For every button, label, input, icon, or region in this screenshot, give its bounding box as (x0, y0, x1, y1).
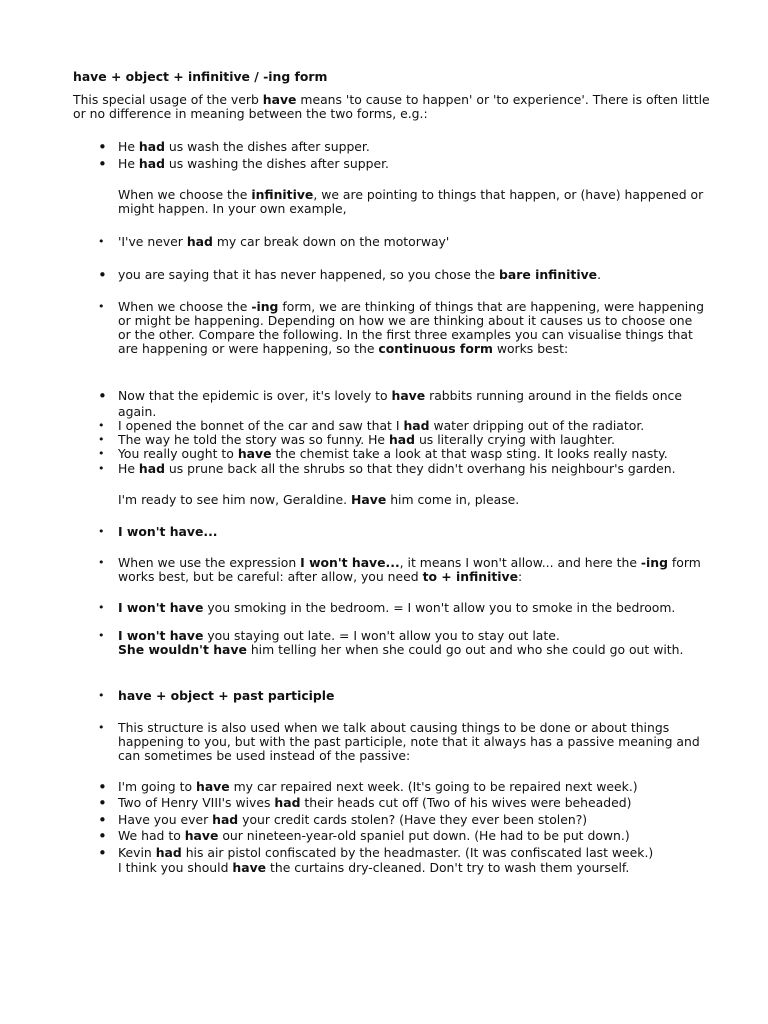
bold-text: I won't have (118, 600, 204, 615)
list-item (98, 266, 708, 284)
text-run: You really ought to (118, 446, 238, 461)
text-run: I'm ready to see him now, Geraldine. (118, 492, 352, 507)
text-run: This structure is also used when we talk about causing things to be done or about things happening to you, but with the past participle, note that it always has a passive meaning and can sometimes be used instead of the passive: (118, 720, 700, 763)
text-run: his air pistol confiscated by the headmaster. (It was confiscated last week.) (181, 845, 654, 860)
bold-text: infinitive (251, 187, 314, 202)
list-item (98, 461, 708, 477)
bold-text: to + infinitive (422, 569, 518, 584)
bullet-icon: • (98, 387, 107, 405)
list-item (98, 811, 708, 829)
bold-text: Have (351, 492, 387, 507)
bullet-icon: • (98, 433, 105, 446)
list-item (98, 418, 708, 433)
text-run: , we are pointing to things that happen, or (have) happened or might happen. In your own example, (118, 187, 704, 216)
text-run: . (597, 267, 602, 282)
bold-text: have (184, 828, 219, 843)
text-run: When we use the expression (118, 555, 301, 570)
text-run: us washing the dishes after supper. (164, 156, 389, 171)
text-run: form, we are thinking of things that are happening, were happening or might be happening. Depending on how we are thinking about it causes us to choose one or the other. Compare the following. In the first three examples you can visualise things that are happening or were happening, so the (118, 299, 704, 356)
list-item (98, 155, 708, 173)
bold-text: continuous form (378, 341, 493, 356)
text-run: This special usage of the verb (73, 92, 263, 107)
bold-text: bare infinitive (499, 267, 598, 282)
bullet-icon: • (98, 827, 107, 845)
paragraph (118, 861, 708, 875)
text-run: When we choose the (118, 299, 252, 314)
bullet-icon: • (98, 266, 107, 284)
bold-text: She wouldn't have (118, 642, 247, 657)
text-run: He (118, 461, 139, 476)
bold-text: have (237, 446, 272, 461)
text-run: your credit cards stolen? (Have they ever been stolen?) (238, 812, 588, 827)
list-item (98, 827, 708, 845)
text-run: you are saying that it has never happened, so you chose the (118, 267, 500, 282)
bullet-icon: • (98, 525, 105, 538)
text-run: Two of Henry VIII's wives (118, 795, 275, 810)
bold-text: had (138, 156, 165, 171)
list-item (98, 720, 708, 763)
bold-text: I won't have (118, 628, 204, 643)
text-run: The way he told the story was so funny. He (118, 432, 389, 447)
text-run: our nineteen-year-old spaniel put down. (He had to be put down.) (218, 828, 630, 843)
bullet-icon: • (98, 462, 105, 475)
bullet-icon: • (98, 689, 105, 702)
bullet-icon: • (98, 721, 105, 734)
bullet-icon: • (98, 447, 105, 460)
text-run: I think you should (118, 860, 233, 875)
list-item (98, 387, 708, 420)
paragraph (118, 643, 708, 657)
bold-text: -ing (640, 555, 668, 570)
list-item (98, 555, 708, 584)
text-run: Have you ever (118, 812, 213, 827)
bullet-icon: • (98, 601, 105, 614)
text-run: I'm going to (118, 779, 196, 794)
list-item (98, 688, 708, 703)
text-run: means 'to cause to happen' or 'to experience'. There is often little or no difference in meaning between the two forms, e.g.: (73, 92, 710, 121)
bold-text: had (388, 432, 416, 447)
text-run: you smoking in the bedroom. = I won't allow you to smoke in the bedroom. (203, 600, 676, 615)
list-item (98, 299, 708, 356)
document-title: have + object + infinitive / -ing form (73, 69, 328, 84)
bullet-icon: • (98, 844, 107, 862)
bullet-icon: • (98, 794, 107, 812)
list-item (98, 778, 708, 796)
bold-text: have (262, 92, 297, 107)
text-run: He (118, 139, 139, 154)
text-run: you staying out late. = I won't allow you to stay out late. (203, 628, 560, 643)
text-run: him telling her when she could go out and who she could go out with. (246, 642, 684, 657)
bullet-icon: • (98, 811, 107, 829)
text-run: He (118, 156, 139, 171)
bold-text: have + object + past participle (118, 688, 335, 703)
bullet-icon: • (98, 419, 105, 432)
list-item (98, 600, 708, 615)
list-item (98, 794, 708, 812)
text-run: form works best, but be careful: after allow, you need (118, 555, 701, 584)
bullet-icon: • (98, 138, 107, 156)
text-run: him come in, please. (386, 492, 520, 507)
text-run: water dripping out of the radiator. (429, 418, 645, 433)
list-item (98, 432, 708, 447)
bold-text: had (212, 812, 239, 827)
list-item (98, 234, 708, 249)
text-run: us literally crying with laughter. (415, 432, 615, 447)
bold-text: had (403, 418, 430, 433)
bullet-icon: • (98, 778, 107, 796)
bold-text: I won't have... (118, 524, 218, 539)
bold-text: had (138, 139, 165, 154)
text-run: my car repaired next week. (It's going to be repaired next week.) (229, 779, 638, 794)
paragraph (118, 188, 708, 216)
intro-paragraph (73, 93, 713, 121)
text-run: : (517, 569, 523, 584)
list-item (98, 138, 708, 156)
bold-text: have (391, 388, 426, 403)
text-run: us wash the dishes after supper. (164, 139, 370, 154)
bullet-icon: • (98, 556, 105, 569)
bullet-icon: • (98, 235, 105, 248)
list-item (98, 446, 708, 461)
text-run: my car break down on the motorway' (212, 234, 450, 249)
list-item (98, 844, 708, 862)
text-run: us prune back all the shrubs so that they didn't overhang his neighbour's garden. (164, 461, 676, 476)
text-run: I opened the bonnet of the car and saw that I (118, 418, 404, 433)
bold-text: had (186, 234, 213, 249)
text-run: Now that the epidemic is over, it's lovely to (118, 388, 392, 403)
list-item (98, 628, 708, 643)
text-run: rabbits running around in the fields once again. (118, 388, 682, 419)
bold-text: I won't have... (300, 555, 400, 570)
bold-text: had (155, 845, 182, 860)
text-run: the curtains dry-cleaned. Don't try to wash them yourself. (266, 860, 630, 875)
text-run: works best: (492, 341, 569, 356)
bold-text: -ing (251, 299, 279, 314)
text-run: 'I've never (118, 234, 187, 249)
bullet-icon: • (98, 629, 105, 642)
text-run: When we choose the (118, 187, 252, 202)
text-run: their heads cut off (Two of his wives were beheaded) (300, 795, 632, 810)
paragraph (118, 493, 708, 507)
text-run: We had to (118, 828, 185, 843)
bold-text: have (196, 779, 230, 794)
text-run: the chemist take a look at that wasp sting. It looks really nasty. (271, 446, 668, 461)
bold-text: had (138, 461, 165, 476)
list-item (98, 524, 708, 539)
bold-text: had (274, 795, 301, 810)
text-run: Kevin (118, 845, 156, 860)
text-run: , it means I won't allow... and here the (399, 555, 641, 570)
bullet-icon: • (98, 155, 107, 173)
bold-text: have (232, 860, 267, 875)
bullet-icon: • (98, 300, 105, 313)
